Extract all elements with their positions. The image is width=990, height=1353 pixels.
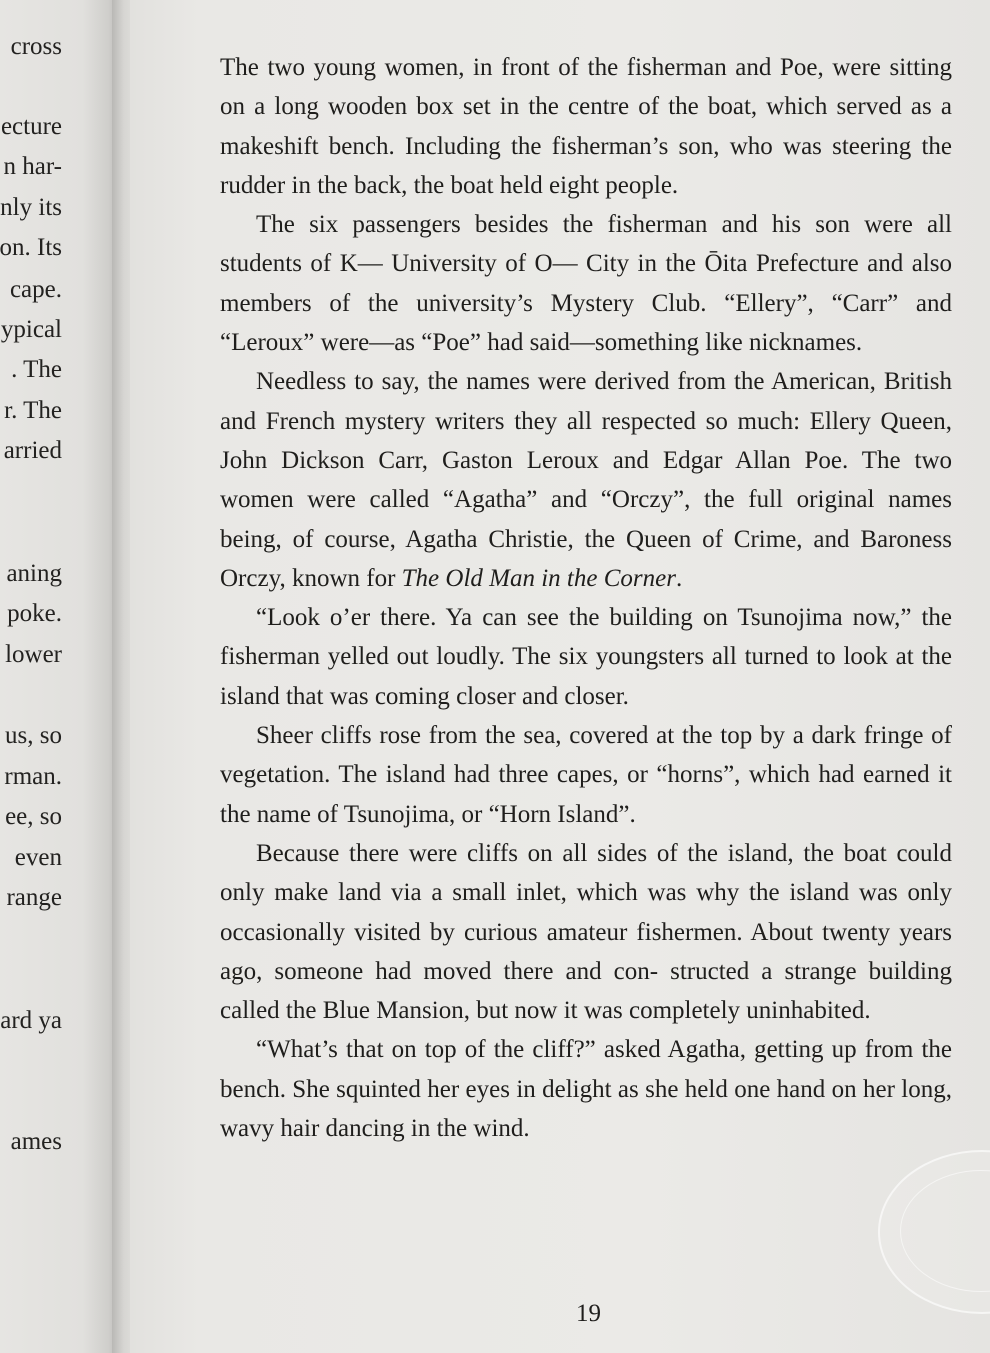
watermark-stamp-ring — [900, 1170, 990, 1292]
paragraph — [220, 716, 952, 834]
left-page-line: even — [14, 844, 62, 871]
paragraph-line: Ellery Queen, John Dickson Carr, Gaston Leroux and Edgar — [220, 407, 952, 474]
paragraph-line: fringe of vegetation. The island had three capes, or “horns”, which — [220, 722, 952, 789]
paragraph-line: the bench. She squinted her eyes in delight as she held one hand — [220, 1036, 953, 1103]
left-page-line: us, so — [5, 722, 62, 749]
paragraph-line: “What’s that on top of the cliff?” asked Agatha, getting up from — [256, 1036, 914, 1064]
left-page-line: cape. — [9, 276, 62, 303]
left-page-line: range — [6, 884, 62, 911]
paragraph — [220, 598, 952, 716]
paragraph-line: could only make land via a small inlet, which was why the island — [220, 839, 952, 907]
paragraph-line: the full original names being, of course, Agatha Christie, the — [220, 486, 953, 553]
paragraph-line: Because there were cliffs on all sides of the island, the boat — [256, 839, 887, 867]
paragraph-line: Queen of Crime, and Baroness Orczy, known for The Old Man — [220, 525, 952, 592]
paragraph-line: “Look o’er there. Ya can see the building on Tsunojima now,” — [256, 604, 912, 632]
left-page-line: ard ya — [0, 1007, 62, 1034]
paragraph-line: was steering the rudder in the back, the boat held eight people. — [220, 132, 953, 199]
left-page-line: lower — [5, 641, 62, 668]
paragraph-line: on her long, wavy hair dancing in the wind. — [220, 1075, 953, 1143]
paragraph-line: was only occasionally visited by curious amateur fishermen. — [220, 879, 953, 946]
paragraph-line: look at the island that was coming closer and closer. — [220, 643, 953, 710]
paragraph-line: Allan Poe. The two women were called “Agatha” and “Orczy”, — [220, 446, 953, 514]
left-page-line: aning — [6, 560, 62, 587]
left-page — [0, 0, 118, 1353]
body-text — [220, 48, 952, 1148]
page-number: 19 — [576, 1300, 601, 1327]
paragraph-line: in the Corner. — [541, 564, 683, 592]
left-page-line: ypical — [0, 316, 62, 343]
left-page-line: poke. — [7, 600, 62, 627]
paragraph — [220, 834, 952, 1030]
paragraph — [220, 205, 952, 362]
left-page-line: cross — [10, 33, 62, 60]
right-page — [130, 0, 990, 1353]
left-page-line: arried — [3, 437, 62, 464]
left-page-line: ames — [10, 1128, 62, 1155]
paragraph-line: was completely uninhabited. — [583, 997, 871, 1025]
paragraph-line: structed a strange building called the Blue Mansion, but now it — [220, 957, 953, 1025]
paragraph-line: The two young women, in front of the fisherman and Poe, were — [220, 54, 881, 81]
paragraph-line: and also members of the university’s Mystery Club. “Ellery”, — [220, 250, 953, 317]
paragraph-line: The six passengers besides the fisherman and his son were — [256, 211, 913, 239]
left-page-line: ee, so — [5, 803, 62, 830]
paragraph-line: had earned it the name of Tsunojima, or “Horn Island”. — [220, 761, 952, 828]
watermark-stamp — [878, 1150, 990, 1314]
paragraph-line: “Carr” and “Leroux” were—as “Poe” had said—something like — [220, 289, 953, 357]
left-page-line: nly its — [0, 194, 62, 221]
paragraph — [220, 48, 952, 205]
paragraph — [220, 362, 952, 598]
paragraph-line: Needless to say, the names were derived from the American, — [256, 368, 876, 396]
paragraph — [220, 1030, 952, 1148]
paragraph-line: all students of K— University of O— City in the Ōita Prefecture — [220, 211, 952, 278]
paragraph-line: nicknames. — [749, 329, 863, 357]
left-page-line: r. The — [4, 397, 62, 424]
paragraph-line: the fisherman yelled out loudly. The six youngsters all turned to — [220, 604, 953, 671]
left-page-line: . The — [11, 356, 62, 383]
paragraph-line: About twenty years ago, someone had moved there and con- — [220, 918, 952, 985]
left-page-line: ecture — [0, 113, 62, 140]
left-page-line: on. Its — [0, 234, 62, 261]
paragraph-line: sitting on a long wooden box set in the centre of the boat, which — [220, 54, 953, 121]
paragraph-line: Sheer cliffs rose from the sea, covered at the top by a dark — [256, 722, 856, 750]
paragraph-line: served as a makeshift bench. Including the fisherman’s son, who — [220, 93, 952, 160]
left-page-line: n har- — [3, 153, 62, 180]
paragraph-line: British and French mystery writers they all respected so much: — [220, 368, 952, 435]
left-page-line: rman. — [4, 763, 62, 790]
